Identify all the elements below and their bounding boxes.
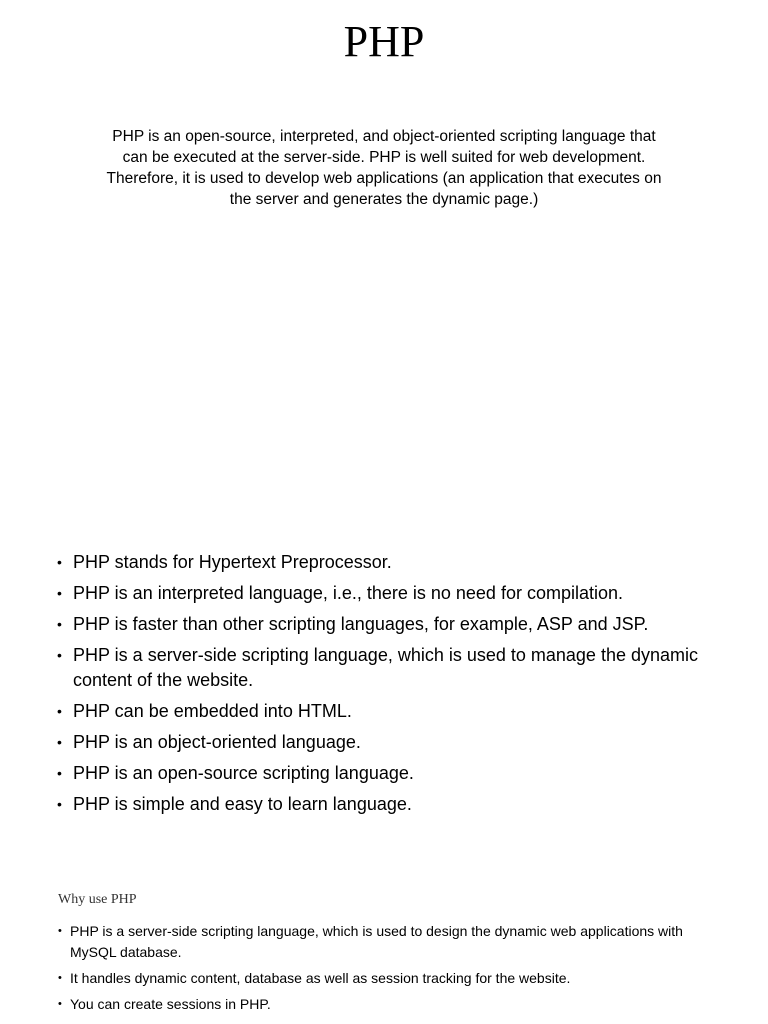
bullet-item: • PHP is a server-side scripting language, which is used to manage the dynamic content of the website. xyxy=(57,645,698,690)
bullet-item: • PHP is faster than other scripting languages, for example, ASP and JSP. xyxy=(56,612,736,637)
intro-paragraph: PHP is an open-source, interpreted, and object-oriented scripting language that can be executed at the server-side. PHP is well suited for web development. Therefore, it is used to develop web applications (an application that executes on the server and generates the dynamic page.) xyxy=(106,128,662,208)
bullet-icon: • xyxy=(57,734,62,750)
bullet-item: • PHP is an open-source scripting language. xyxy=(56,761,736,786)
bullet-icon: • xyxy=(57,765,62,781)
bullet-item: • PHP is simple and easy to learn language. xyxy=(56,792,736,817)
why-bullet-list xyxy=(58,921,698,1020)
bullet-icon: • xyxy=(57,554,62,570)
bullet-icon: • xyxy=(58,972,62,984)
bullet-icon: • xyxy=(58,925,62,937)
bullet-item: • PHP is an interpreted language, i.e., there is no need for compilation. xyxy=(56,581,736,606)
section-heading: Why use PHP xyxy=(58,892,137,907)
bullet-item: • PHP is an object-oriented language. xyxy=(56,730,736,755)
bullet-icon: • xyxy=(57,585,62,601)
bullet-item: • It handles dynamic content, database as well as session tracking for the website. xyxy=(58,968,698,989)
features-bullet-list xyxy=(56,550,736,823)
bullet-icon: • xyxy=(57,647,62,663)
bullet-icon: • xyxy=(58,998,62,1010)
bullet-item: • You can create sessions in PHP. xyxy=(58,994,698,1015)
slide-why-use-php xyxy=(0,880,768,1024)
slide-php-features xyxy=(0,540,768,840)
bullet-item: • PHP stands for Hypertext Preprocessor. xyxy=(56,550,736,575)
bullet-item: • PHP can be embedded into HTML. xyxy=(56,699,736,724)
bullet-item: • PHP is a server-side scripting language, which is used to design the dynamic web applications with MySQL database. xyxy=(58,923,683,960)
slide-title: PHP xyxy=(343,17,425,66)
bullet-icon: • xyxy=(57,616,62,632)
bullet-icon: • xyxy=(57,703,62,719)
bullet-icon: • xyxy=(57,796,62,812)
